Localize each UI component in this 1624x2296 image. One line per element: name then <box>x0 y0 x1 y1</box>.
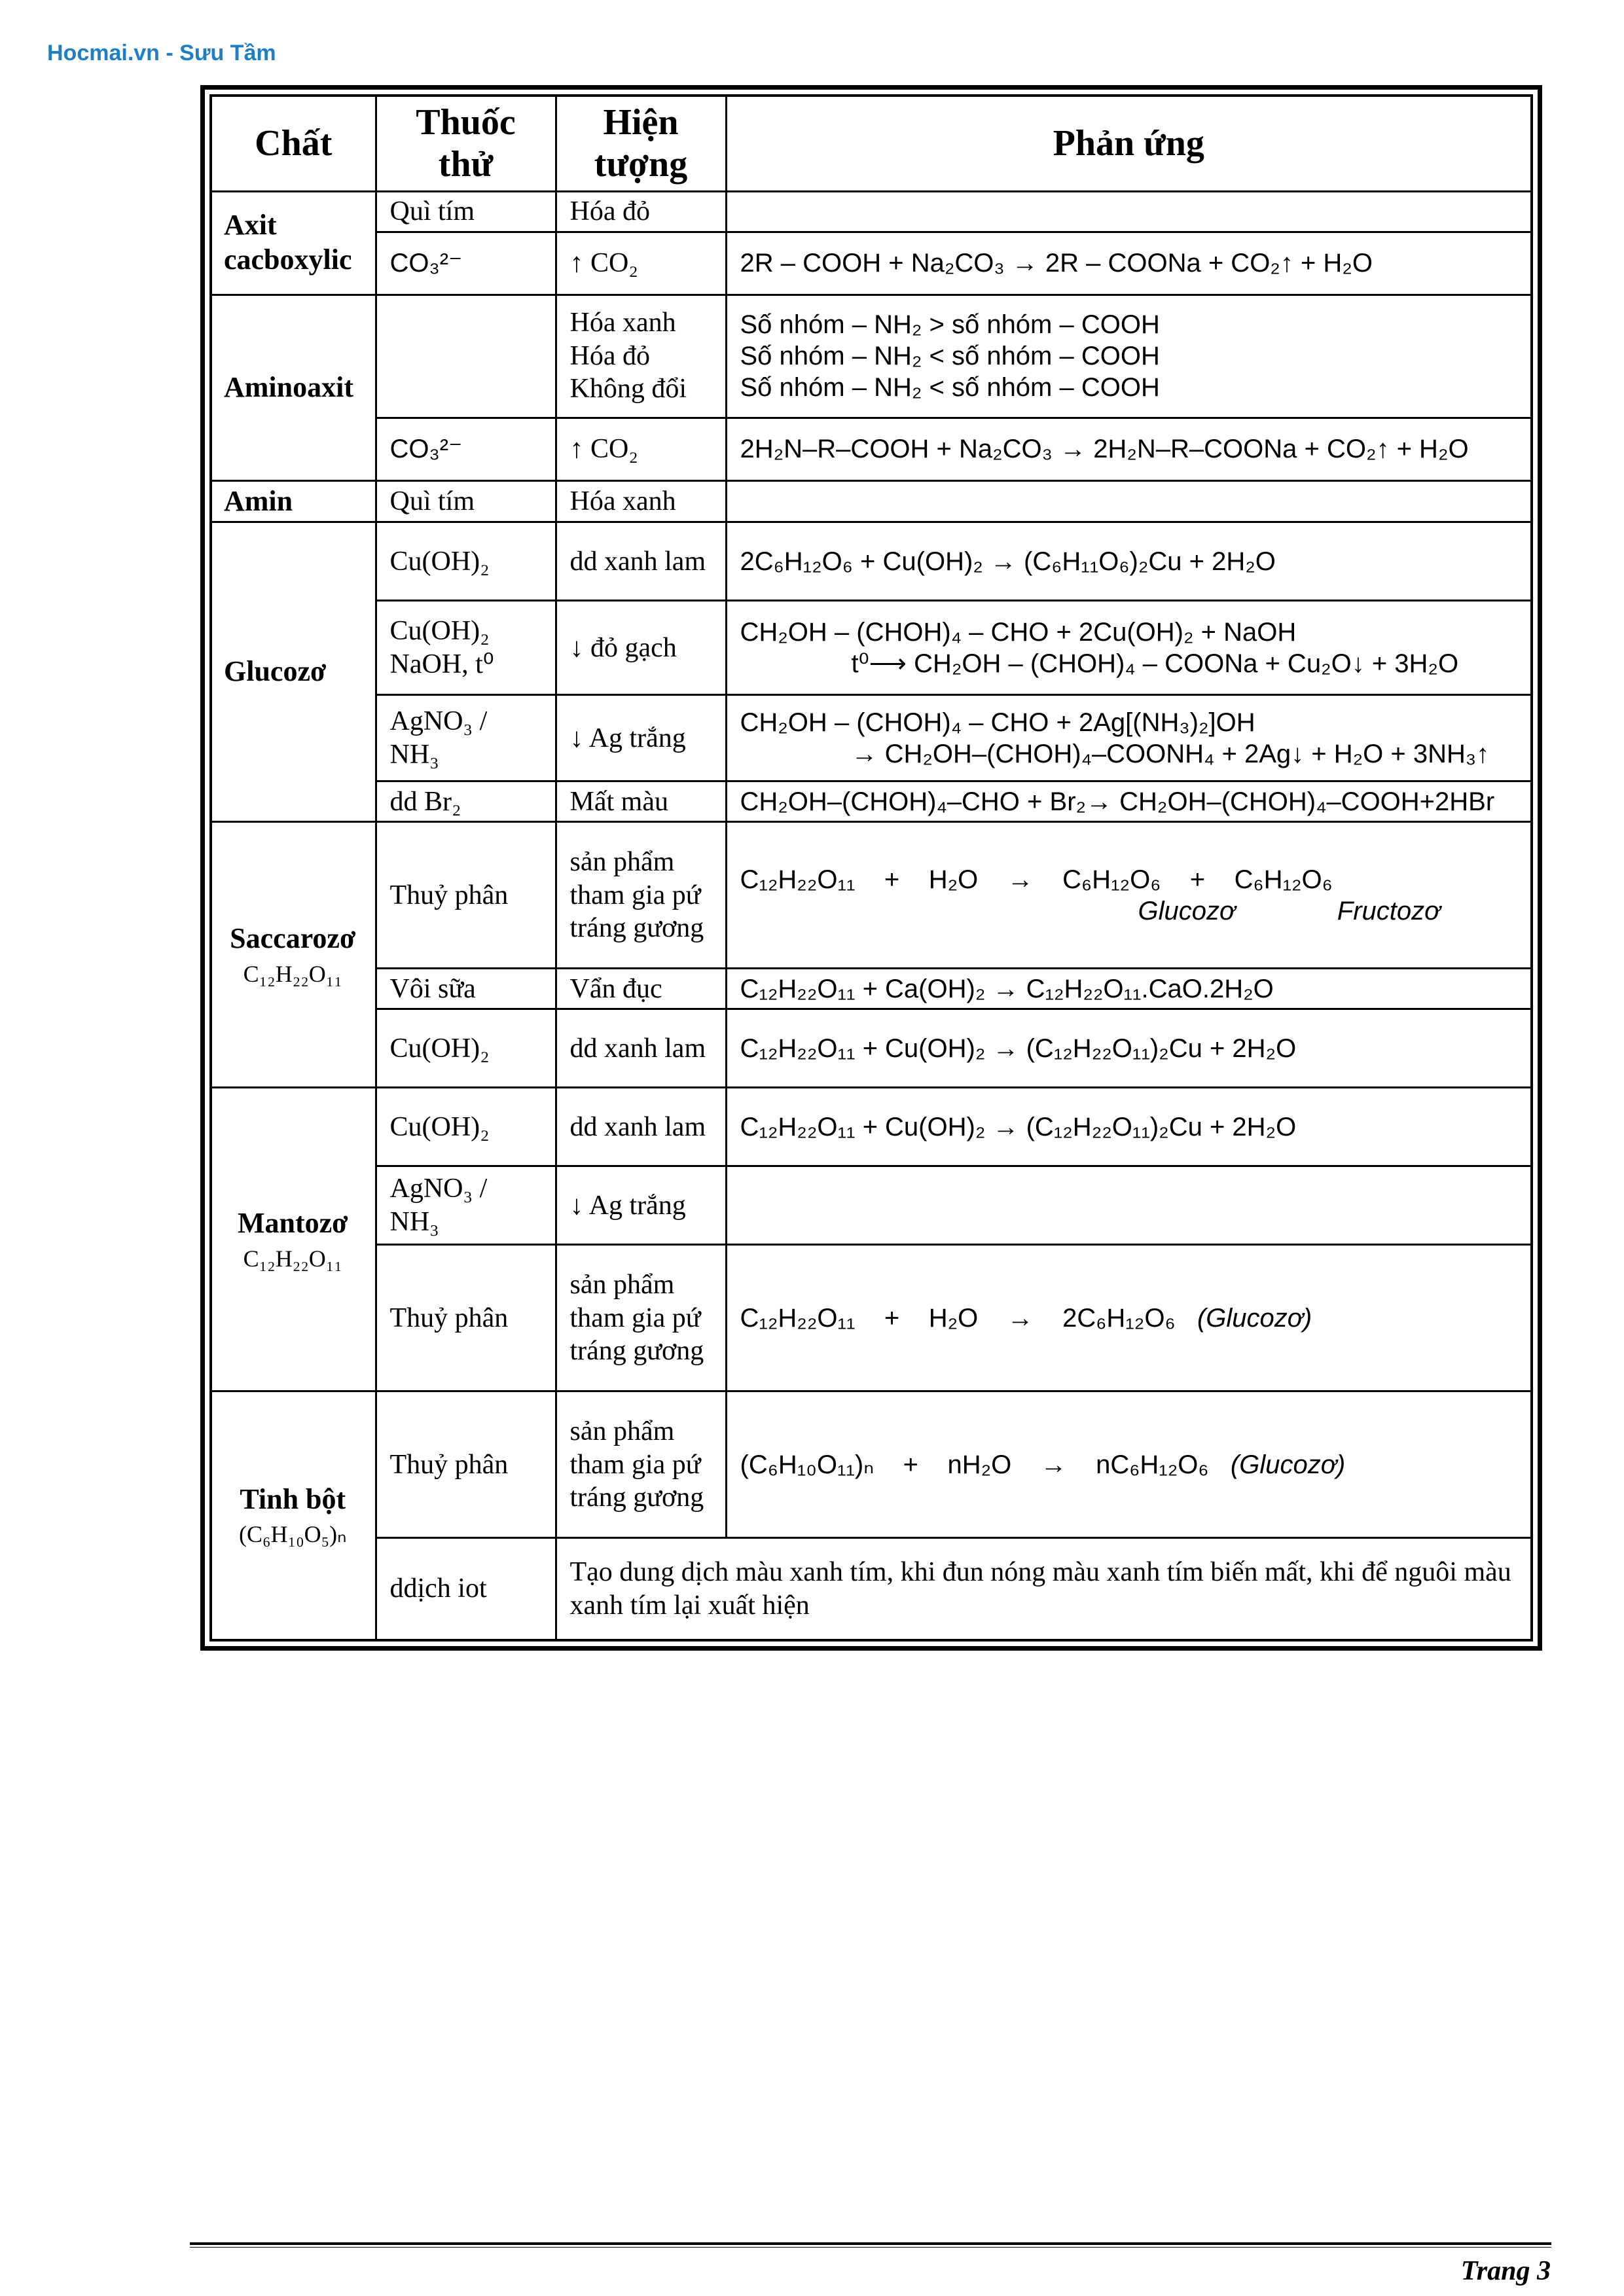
header-reagent: Thuốc thử <box>376 96 556 191</box>
phenomenon-cell: sản phẩm tham gia pứ tráng gương <box>556 1245 726 1391</box>
table-row <box>211 522 1532 601</box>
reagent-cell: CO₃²⁻ <box>376 418 556 480</box>
reagent-line: Cu(OH)₂ <box>389 616 490 647</box>
phenomenon-cell: ↓ Ag trắng <box>556 1166 726 1245</box>
reagent-line: NH₃ <box>389 1206 439 1237</box>
reagent-cell: Thuỷ phân <box>376 1391 556 1538</box>
reaction-cell: 2H₂N–R–COOH + Na₂CO₃ → 2H₂N–R–COONa + CO₂↑ + H₂O <box>726 418 1532 480</box>
reagent-table-frame <box>200 85 1542 1651</box>
table-row <box>211 1538 1532 1640</box>
reagent-line: AgNO₃ / <box>389 1174 488 1204</box>
substance-cell <box>211 822 376 1088</box>
table-row <box>211 232 1532 295</box>
reaction-line: CH₂OH – (CHOH)₄ – CHO + 2Cu(OH)₂ + NaOH <box>740 617 1297 647</box>
footer-rule-thin <box>190 2247 1551 2248</box>
table-row <box>211 1245 1532 1391</box>
reagent-cell: Cu(OH)₂ <box>376 1088 556 1166</box>
phenomenon-cell: ↓ Ag trắng <box>556 695 726 781</box>
table-row <box>211 480 1532 522</box>
reaction-cell: C₁₂H₂₂O₁₁ + Cu(OH)₂ → (C₁₂H₂₂O₁₁)₂Cu + 2H₂O <box>726 1009 1532 1088</box>
table-row <box>211 781 1532 822</box>
reagent-cell <box>376 1166 556 1245</box>
phenomenon-line: Hóa xanh <box>569 308 676 338</box>
table-row <box>211 1088 1532 1166</box>
reaction-line: → CH₂OH–(CHOH)₄–COONH₄ + 2Ag↓ + H₂O + 3NH₃↑ <box>851 739 1490 768</box>
table-row <box>211 191 1532 232</box>
table-row <box>211 969 1532 1009</box>
reaction-note: (Glucozơ) <box>1197 1303 1312 1333</box>
reaction-note: Glucozơ Fructozơ <box>1138 896 1441 925</box>
reaction-cell: 2C₆H₁₂O₆ + Cu(OH)₂ → (C₆H₁₁O₆)₂Cu + 2H₂O <box>726 522 1532 601</box>
reaction-line: (C₆H₁₀O₁₁)ₙ + nH₂O → nC₆H₁₂O₆ <box>740 1450 1223 1479</box>
reaction-cell: 2R – COOH + Na₂CO₃ → 2R – COONa + CO₂↑ + H₂O <box>726 232 1532 295</box>
reaction-line: Số nhóm – NH₂ < số nhóm – COOH <box>740 373 1160 402</box>
reagent-cell: Quì tím <box>376 480 556 522</box>
reaction-line: CH₂OH – (CHOH)₄ – CHO + 2Ag[(NH₃)₂]OH <box>740 708 1255 737</box>
reaction-cell <box>726 822 1532 969</box>
phenomenon-cell: dd xanh lam <box>556 1009 726 1088</box>
reagent-cell: dd Br₂ <box>376 781 556 822</box>
phenomenon-cell: Hóa đỏ <box>556 191 726 232</box>
substance-name: Saccarozơ <box>230 922 356 954</box>
reagent-line: AgNO₃ / <box>389 706 488 737</box>
brand-label[interactable]: Hocmai.vn - Sưu Tầm <box>47 41 276 65</box>
reaction-line: Số nhóm – NH₂ > số nhóm – COOH <box>740 310 1160 339</box>
phenomenon-cell: sản phẩm tham gia pứ tráng gương <box>556 822 726 969</box>
table-row <box>211 1009 1532 1088</box>
header-row <box>211 96 1532 191</box>
reaction-line: C₁₂H₂₂O₁₁ + H₂O → C₆H₁₂O₆ + C₆H₁₂O₆ <box>740 865 1333 894</box>
footer-rule <box>190 2242 1551 2245</box>
reaction-cell <box>726 1391 1532 1538</box>
reaction-cell: C₁₂H₂₂O₁₁ + Cu(OH)₂ → (C₁₂H₂₂O₁₁)₂Cu + 2H₂O <box>726 1088 1532 1166</box>
substance-formula: C₁₂H₂₂O₁₁ <box>243 1245 342 1272</box>
reagent-cell <box>376 695 556 781</box>
table-row <box>211 418 1532 480</box>
reagent-cell: Quì tím <box>376 191 556 232</box>
reagent-cell <box>376 295 556 418</box>
substance-name: Mantozơ <box>237 1206 348 1239</box>
table-row <box>211 1391 1532 1538</box>
reaction-cell <box>726 295 1532 418</box>
reagent-line: NaOH, t⁰ <box>389 649 494 679</box>
substance-cell: Aminoaxit <box>211 295 376 480</box>
phenomenon-cell: ↑ CO₂ <box>556 418 726 480</box>
reagent-cell: Cu(OH)₂ <box>376 522 556 601</box>
reagent-cell: CO₃²⁻ <box>376 232 556 295</box>
reaction-line: t⁰⟶ CH₂OH – (CHOH)₄ – COONa + Cu₂O↓ + 3H₂O <box>851 649 1459 678</box>
reagent-cell: ddịch iot <box>376 1538 556 1640</box>
reaction-note: (Glucozơ) <box>1230 1450 1346 1479</box>
reaction-cell <box>726 480 1532 522</box>
phenomenon-cell: ↓ đỏ gạch <box>556 601 726 695</box>
header-reaction: Phản ứng <box>726 96 1532 191</box>
substance-cell: Amin <box>211 480 376 522</box>
table-row <box>211 695 1532 781</box>
reaction-cell <box>726 1245 1532 1391</box>
reaction-cell: C₁₂H₂₂O₁₁ + Ca(OH)₂ → C₁₂H₂₂O₁₁.CaO.2H₂O <box>726 969 1532 1009</box>
substance-cell: Glucozơ <box>211 522 376 822</box>
table-row <box>211 295 1532 418</box>
reagent-cell: Thuỷ phân <box>376 822 556 969</box>
reaction-cell: CH₂OH–(CHOH)₄–CHO + Br₂→ CH₂OH–(CHOH)₄–COOH+2HBr <box>726 781 1532 822</box>
reaction-cell <box>726 601 1532 695</box>
reagent-cell <box>376 601 556 695</box>
reaction-line: Số nhóm – NH₂ < số nhóm – COOH <box>740 342 1160 370</box>
phenomenon-cell <box>556 295 726 418</box>
phenomenon-line: Không đổi <box>569 374 687 404</box>
phenomenon-cell: Hóa xanh <box>556 480 726 522</box>
page-number: Trang 3 <box>1460 2256 1551 2286</box>
reaction-line: C₁₂H₂₂O₁₁ + H₂O → 2C₆H₁₂O₆ <box>740 1303 1190 1333</box>
reaction-cell <box>726 695 1532 781</box>
phenomenon-cell: Vẩn đục <box>556 969 726 1009</box>
substance-formula: C₁₂H₂₂O₁₁ <box>243 960 342 987</box>
reaction-cell <box>726 191 1532 232</box>
phenomenon-cell: dd xanh lam <box>556 522 726 601</box>
substance-cell <box>211 1088 376 1391</box>
substance-cell <box>211 1391 376 1640</box>
phenomenon-cell: sản phẩm tham gia pứ tráng gương <box>556 1391 726 1538</box>
substance-cell: Axit cacboxylic <box>211 191 376 295</box>
phenomenon-cell: Tạo dung dịch màu xanh tím, khi đun nóng màu xanh tím biến mất, khi để nguôi màu xanh tím lại xuất hiện <box>556 1538 1532 1640</box>
phenomenon-cell: ↑ CO₂ <box>556 232 726 295</box>
phenomenon-line: Hóa đỏ <box>569 340 650 371</box>
table-row <box>211 822 1532 969</box>
table-row <box>211 601 1532 695</box>
substance-formula: (C₆H₁₀O₅)ₙ <box>238 1521 347 1548</box>
table-row <box>211 1166 1532 1245</box>
reagent-cell: Thuỷ phân <box>376 1245 556 1391</box>
reagent-line: NH₃ <box>389 739 439 770</box>
phenomenon-cell: dd xanh lam <box>556 1088 726 1166</box>
reagent-cell: Vôi sữa <box>376 969 556 1009</box>
reaction-cell <box>726 1166 1532 1245</box>
reagent-cell: Cu(OH)₂ <box>376 1009 556 1088</box>
substance-name: Tinh bột <box>240 1482 346 1515</box>
header-phenomenon: Hiện tượng <box>556 96 726 191</box>
header-substance: Chất <box>211 96 376 191</box>
reagent-table <box>209 94 1533 1641</box>
phenomenon-cell: Mất màu <box>556 781 726 822</box>
